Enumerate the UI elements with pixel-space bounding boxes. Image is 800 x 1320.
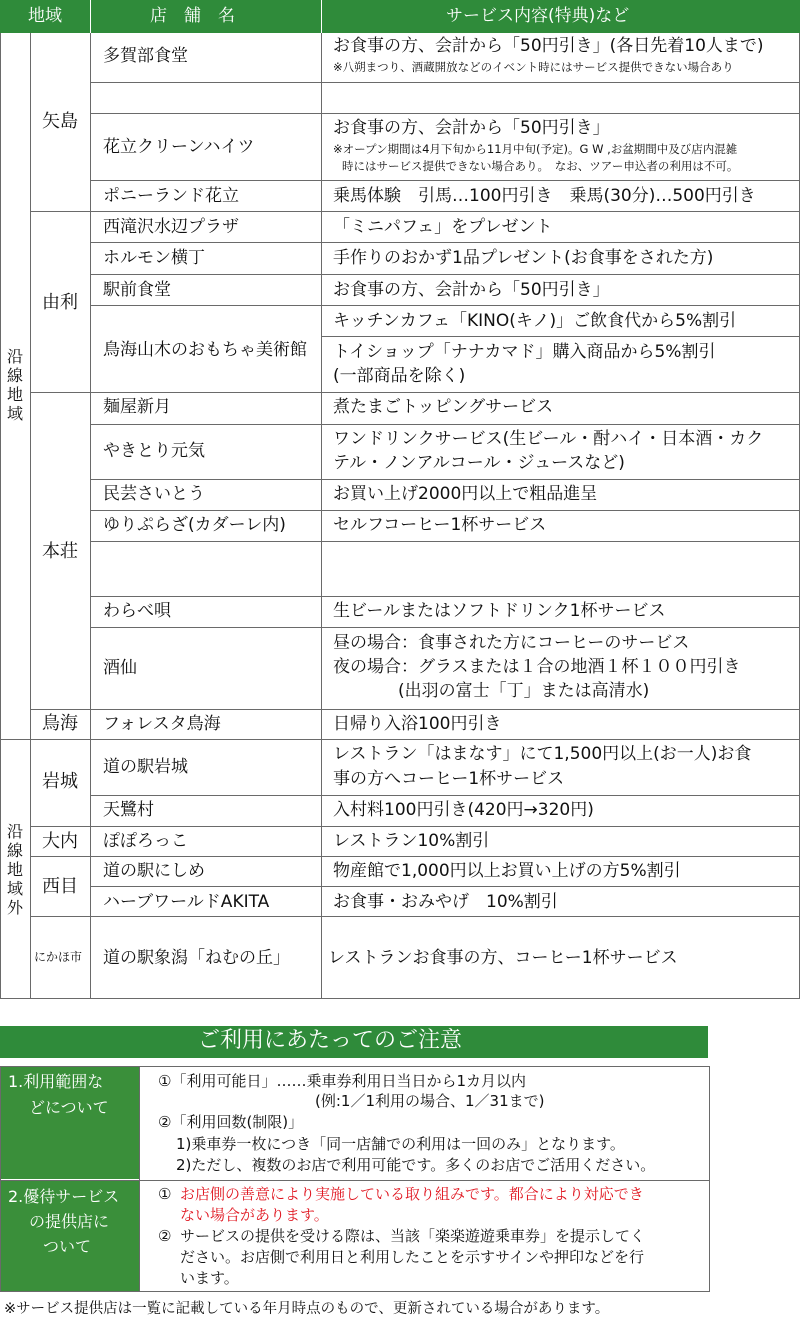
service-text: お食事の方、会計から「50円引き」 [333, 280, 610, 300]
notice-section-2-label: 2.優待サービス [8, 1187, 120, 1206]
service-text: テル・ノンアルコール・ジュースなど) [333, 453, 625, 473]
service-text: 日帰り入浴100円引き [333, 714, 502, 734]
notice-number: ② [158, 1227, 172, 1245]
service-note: ※八朔まつり、酒蔵開放などのイベント時にはサービス提供できない場合あり [333, 60, 734, 74]
service-text: トイショップ「ナナカマド」購入商品から5%割引 [333, 342, 716, 362]
service-text: ワンドリンクサービス(生ビール・酎ハイ・日本酒・カク [333, 429, 764, 449]
store-name: 道の駅象潟「ねむの丘」 [103, 948, 290, 968]
notice-line: ①「利用可能日」……乗車券利用日当日から1カ月以内 [158, 1072, 526, 1090]
header-region: 地域 [28, 6, 62, 26]
service-text: 物産館で1,000円以上お買い上げの方5%割引 [333, 861, 681, 881]
service-text: 生ビールまたはソフトドリンク1杯サービス [333, 601, 666, 621]
store-name: やきとり元気 [103, 441, 205, 461]
store-name: 民芸さいとう [103, 484, 205, 504]
region-iwaki: 岩城 [42, 771, 78, 792]
store-name: 道の駅にしめ [103, 861, 205, 881]
service-text: キッチンカフェ「KINO(キノ)」ご飲食代から5%割引 [333, 311, 737, 331]
region-honjo: 本荘 [42, 541, 78, 562]
notice-number: ① [158, 1185, 172, 1203]
store-name: ハーブワールドAKITA [103, 892, 270, 912]
service-text: レストランお食事の方、コーヒー1杯サービス [328, 948, 678, 968]
service-text: レストラン10%割引 [333, 831, 490, 851]
store-name: ホルモン横丁 [103, 248, 205, 268]
service-text: 煮たまごトッピングサービス [333, 397, 554, 417]
notice-section-2-label: ついて [43, 1237, 92, 1256]
service-note: 時にはサービス提供できない場合あり。 なお、ツアー申込者の利用は不可。 [342, 159, 739, 173]
notice-line: ださい。お店側で利用日と利用したことを示すサインや押印などを行 [180, 1248, 644, 1266]
service-text: セルフコーヒー1杯サービス [333, 515, 547, 535]
service-text: 昼の場合：食事された方にコーヒーのサービス [333, 633, 690, 653]
service-text: お買い上げ2000円以上で粗品進呈 [333, 484, 598, 504]
store-name: 麺屋新月 [103, 397, 171, 417]
region-nishime: 西目 [42, 876, 78, 897]
store-name: 天鷺村 [103, 800, 154, 820]
service-text: 乗馬体験 引馬…100円引き 乗馬(30分)…500円引き [333, 186, 756, 206]
notice-section-1-label: 1.利用範囲な [8, 1072, 104, 1091]
notice-line: サービスの提供を受ける際は、当該「楽楽遊遊乗車券」を提示してく [180, 1227, 646, 1245]
service-text: (一部商品を除く) [333, 366, 466, 386]
notice-line: 2)ただし、複数のお店で利用可能です。多くのお店でご活用ください。 [176, 1156, 656, 1174]
group-along-line: 沿線地域 [6, 347, 23, 423]
header-service: サービス内容(特典)など [446, 6, 630, 26]
service-note: ※オープン期間は4月下旬から11月中旬(予定)。G W ,お盆期間中及び店内混雑 [333, 142, 738, 156]
store-name: 西滝沢水辺プラザ [103, 217, 239, 237]
store-name: 多賀部食堂 [103, 46, 188, 66]
notice-section-1-label: どについて [29, 1098, 109, 1117]
store-name: 鳥海山木のおもちゃ美術館 [103, 340, 307, 360]
store-name: ぽぽろっこ [103, 831, 188, 851]
service-text: お食事の方、会計から「50円引き」 [333, 118, 610, 138]
region-yajima: 矢島 [42, 111, 78, 132]
service-text: 「ミニパフェ」をプレゼント [333, 217, 553, 237]
service-text: 入村料100円引き(420円→320円) [333, 800, 594, 820]
notice-line: ②「利用回数(制限)」 [158, 1113, 304, 1131]
region-nikaho: にかほ市 [34, 950, 83, 964]
group-outside-line: 沿線地域外 [6, 822, 23, 917]
footer-note: ※サービス提供店は一覧に記載している年月時点のもので、更新されている場合があります。 [4, 1301, 610, 1317]
store-name: ポニーランド花立 [103, 186, 239, 206]
service-text: 手作りのおかず1品プレゼント(お食事をされた方) [333, 248, 714, 268]
service-text: レストラン「はまなす」にて1,500円以上(お一人)お食 [333, 744, 752, 764]
notice-line: います。 [180, 1269, 239, 1287]
service-text: 夜の場合：グラスまたは１合の地酒１杯１００円引き [333, 657, 741, 677]
service-text: お食事の方、会計から「50円引き」(各日先着10人まで) [333, 36, 764, 56]
notice-warning: ない場合があります。 [180, 1206, 329, 1224]
service-text: お食事・おみやげ 10%割引 [333, 892, 558, 912]
store-name: 駅前食堂 [103, 280, 171, 300]
service-text: (出羽の富士「丁」または高清水) [398, 681, 650, 701]
region-yuri: 由利 [42, 292, 78, 313]
notice-line: 1)乗車券一枚につき「同一店舗での利用は一回のみ」となります。 [176, 1135, 625, 1153]
store-name: わらべ唄 [103, 601, 171, 621]
notice-section-2-label: の提供店に [29, 1212, 110, 1231]
store-name: 花立クリーンハイツ [103, 137, 255, 157]
header-store: 店 舗 名 [150, 6, 235, 26]
notice-title: ご利用にあたってのご注意 [198, 1028, 463, 1053]
store-name: 道の駅岩城 [103, 757, 188, 777]
notice-line: (例:1／1利用の場合、1／31まで) [315, 1092, 545, 1110]
region-ouchi: 大内 [42, 831, 78, 852]
store-name: フォレスタ鳥海 [103, 714, 221, 734]
service-text: 事の方へコーヒー1杯サービス [333, 769, 565, 789]
table-header [0, 0, 800, 33]
region-chokai: 鳥海 [42, 713, 78, 734]
store-name: ゆりぷらざ(カダーレ内) [103, 515, 286, 535]
store-name: 酒仙 [103, 658, 137, 678]
notice-warning: お店側の善意により実施している取り組みです。都合により対応でき [180, 1185, 644, 1203]
